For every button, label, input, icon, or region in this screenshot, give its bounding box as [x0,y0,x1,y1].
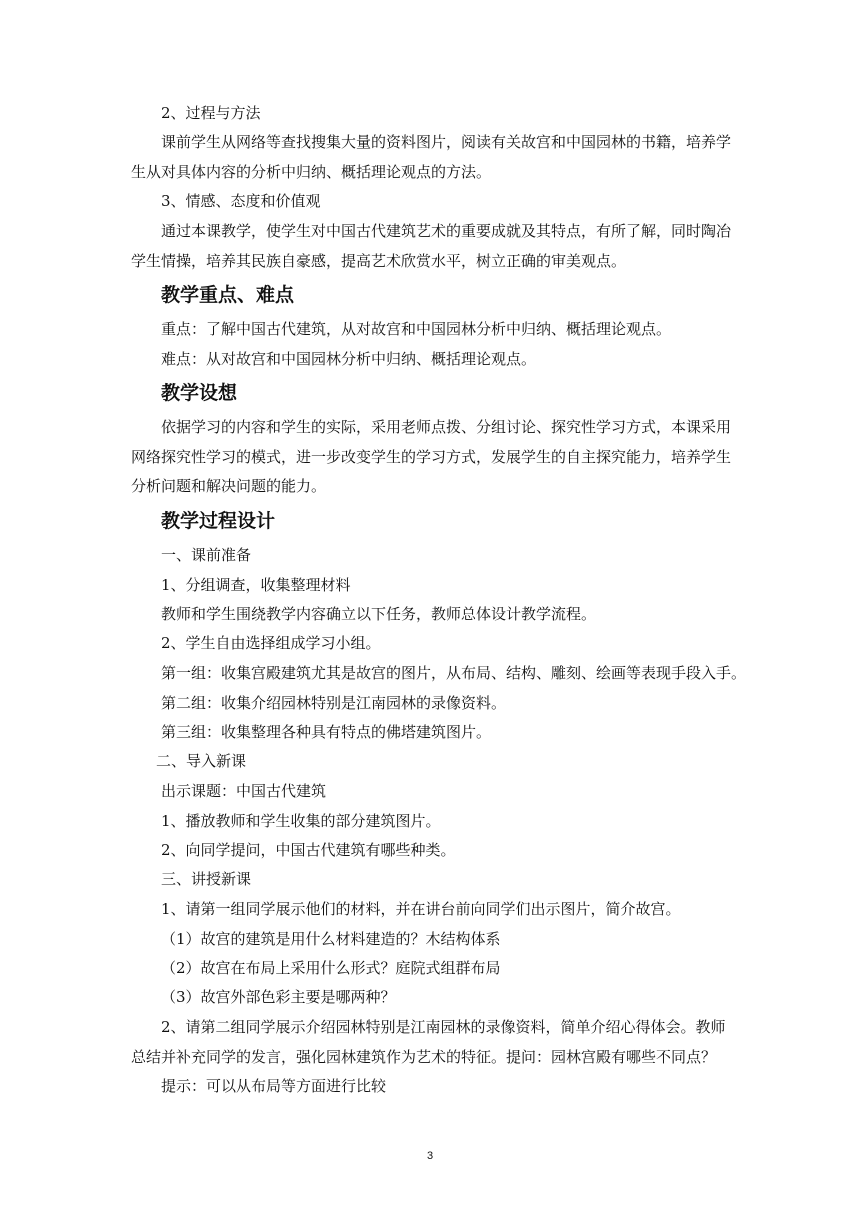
process-line: 第一组：收集宫殿建筑尤其是故宫的图片，从布局、结构、雕刻、绘画等表现手段入手。 [161,664,747,682]
heading-teaching-design: 教学设想 [161,382,238,404]
process-line: 第三组：收集整理各种具有特点的佛塔建筑图片。 [161,723,492,741]
heading-process-design: 教学过程设计 [161,510,276,532]
paragraph-line: 生从对具体内容的分析中归纳、概括理论观点的方法。 [131,163,492,181]
process-line: （1）故宫的建筑是用什么材料建造的？木结构体系 [161,930,501,948]
paragraph-line: 通过本课教学，使学生对中国古代建筑艺术的重要成就及其特点，有所了解，同时陶冶 [161,222,732,240]
focus-line: 重点：了解中国古代建筑，从对故宫和中国园林分析中归纳、概括理论观点。 [161,320,672,338]
process-line: 总结并补充同学的发言，强化园林建筑作为艺术的特征。提问：园林宫殿有哪些不同点？ [131,1048,717,1066]
process-line: 2、请第二组同学展示介绍园林特别是江南园林的录像资料，简单介绍心得体会。教师 [161,1018,726,1036]
paragraph-line: 网络探究性学习的模式，进一步改变学生的学习方式，发展学生的自主探究能力，培养学生 [131,448,732,466]
process-line: 二、导入新课 [156,752,247,770]
process-line: 1、分组调查，收集整理材料 [161,576,351,594]
process-line: （3）故宫外部色彩主要是哪两种？ [161,988,396,1006]
paragraph-line: 依据学习的内容和学生的实际，采用老师点拨、分组讨论、探究性学习方式，本课采用 [161,418,732,436]
process-line: 1、播放教师和学生收集的部分建筑图片。 [161,812,441,830]
process-line: 提示：可以从布局等方面进行比较 [161,1077,387,1095]
heading-key-points: 教学重点、难点 [161,284,295,306]
process-line: 第二组：收集介绍园林特别是江南园林的录像资料。 [161,694,507,712]
process-line: 2、向同学提问，中国古代建筑有哪些种类。 [161,841,456,859]
process-line: 教师和学生围绕教学内容确立以下任务，教师总体设计教学流程。 [161,605,597,623]
subheading-process-method: 2、过程与方法 [161,104,261,122]
paragraph-line: 分析问题和解决问题的能力。 [131,477,327,495]
process-line: 1、请第一组同学展示他们的材料，并在讲台前向同学们出示图片，简介故宫。 [161,900,681,918]
process-line: 三、讲授新课 [161,870,252,888]
process-line: （2）故宫在布局上采用什么形式？庭院式组群布局 [161,959,501,977]
process-line: 一、课前准备 [161,546,252,564]
paragraph-line: 学生情操，培养其民族自豪感，提高艺术欣赏水平，树立正确的审美观点。 [131,252,627,270]
page-number: 3 [426,1150,434,1162]
process-line: 出示课题：中国古代建筑 [161,782,327,800]
subheading-attitude-values: 3、情感、态度和价值观 [161,192,321,210]
process-line: 2、学生自由选择组成学习小组。 [161,634,381,652]
paragraph-line: 课前学生从网络等查找搜集大量的资料图片，阅读有关故宫和中国园林的书籍，培养学 [161,133,732,151]
difficulty-line: 难点：从对故宫和中国园林分析中归纳、概括理论观点。 [161,350,537,368]
